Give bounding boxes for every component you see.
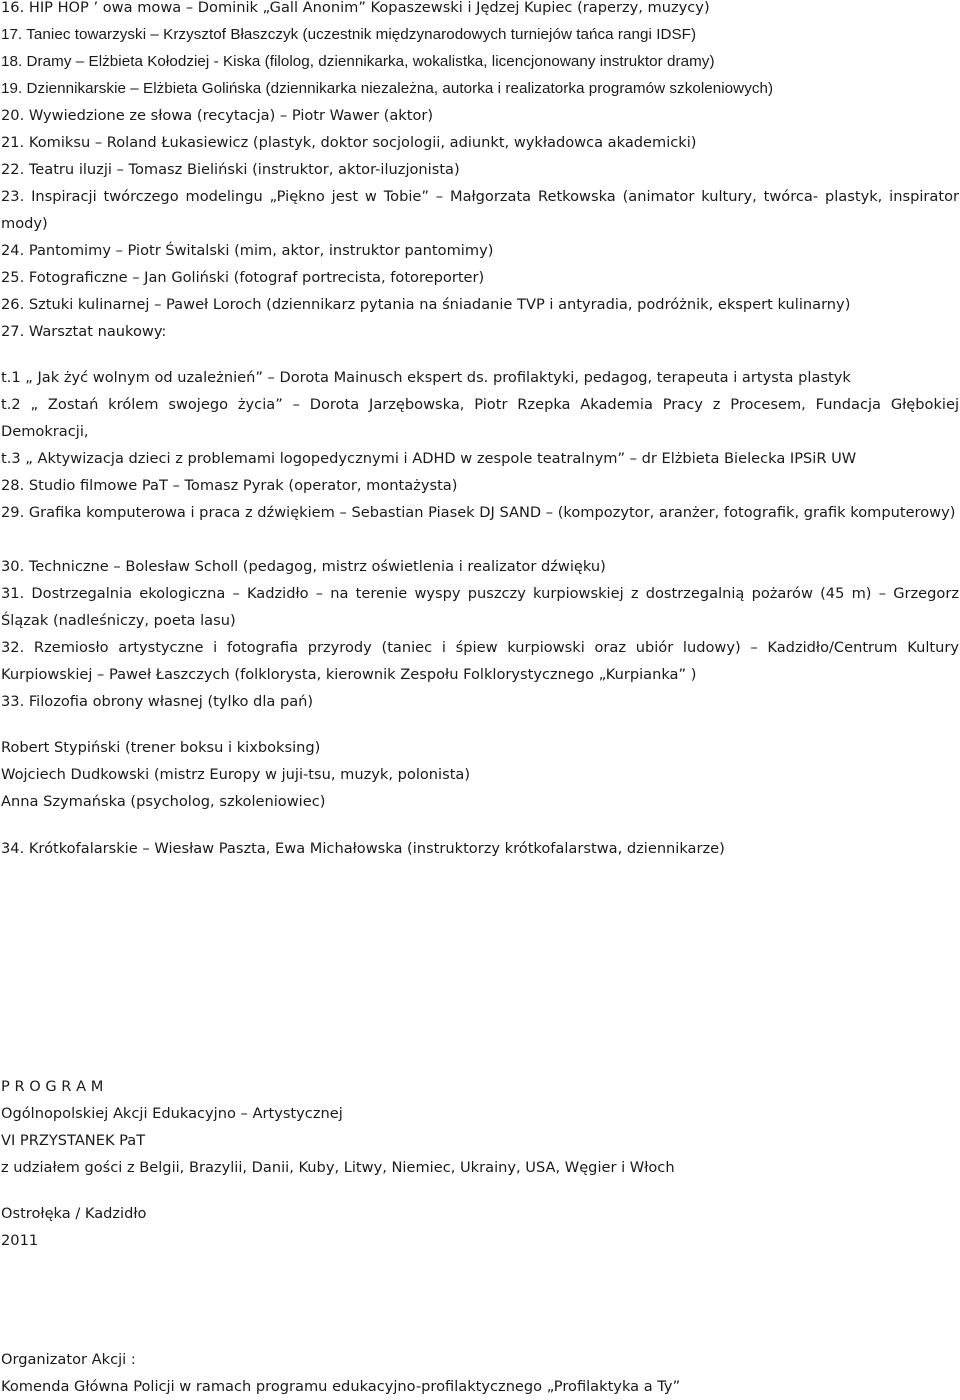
workshop-item: t.3 „ Aktywizacja dzieci z problemami logopedycznymi i ADHD w zespole teatralnym” – dr Elżbieta Bielecka IPSiR UW: [1, 450, 857, 467]
list-item: 28. Studio filmowe PaT – Tomasz Pyrak (operator, montażysta): [1, 477, 458, 494]
list-item: 25. Fotograficzne – Jan Goliński (fotograf portrecista, fotoreporter): [1, 269, 485, 286]
instructor: Robert Stypiński (trener boksu i kixboksing): [1, 739, 321, 756]
list-item: 18. Dramy – Elżbieta Kołodziej - Kiska (filolog, dziennikarka, wokalistka, licencjonowany instruktor dramy): [1, 53, 715, 70]
list-item: 24. Pantomimy – Piotr Świtalski (mim, aktor, instruktor pantomimy): [1, 242, 494, 259]
list-item: 22. Teatru iluzji – Tomasz Bieliński (instruktor, aktor-iluzjonista): [1, 161, 460, 178]
program-place: Ostrołęka / Kadzidło: [1, 1205, 147, 1222]
organizer-value: Komenda Główna Policji w ramach programu edukacyjno-profilaktycznego „Profilaktyka a Ty”: [1, 1378, 681, 1395]
list-item: 16. HIP HOP ’ owa mowa – Dominik „Gall Anonim” Kopaszewski i Jędzej Kupiec (raperzy, muzycy): [1, 0, 710, 16]
list-item: 34. Krótkofalarskie – Wiesław Paszta, Ewa Michałowska (instruktorzy krótkofalarstwa, dziennikarze): [1, 840, 725, 857]
program-heading: P R O G R A M: [1, 1078, 104, 1095]
list-item: 31. Dostrzegalnia ekologiczna – Kadzidło – na terenie wyspy puszczy kurpiowskiej z dostrzegalnią pożarów (45 m) – Grzegorz Ślązak (nadleśniczy, poeta lasu): [1, 585, 959, 629]
instructor: Anna Szymańska (psycholog, szkoleniowiec): [1, 793, 326, 810]
list-item: 32. Rzemiosło artystyczne i fotografia przyrody (taniec i śpiew kurpiowski oraz ubiór ludowy) – Kadzidło/Centrum Kultury Kurpiowskiej – Paweł Łaszczych (folklorysta, kierownik Zespołu Folklorystycznego „Kurpianka” ): [1, 639, 959, 683]
list-item: 27. Warsztat naukowy:: [1, 323, 167, 340]
list-item: 19. Dziennikarskie – Elżbieta Golińska (dziennikarka niezależna, autorka i realizatorka programów szkoleniowych): [1, 80, 774, 97]
program-year: 2011: [1, 1232, 39, 1249]
instructor: Wojciech Dudkowski (mistrz Europy w juji-tsu, muzyk, polonista): [1, 766, 471, 783]
workshop-item: t.2 „ Zostań królem swojego życia” – Dorota Jarzębowska, Piotr Rzepka Akademia Pracy z Procesem, Fundacja Głębokiej Demokracji,: [1, 396, 959, 440]
list-item: 29. Grafika komputerowa i praca z dźwiękiem – Sebastian Piasek DJ SAND – (kompozytor, aranżer, fotografik, grafik komputerowy): [1, 504, 956, 521]
list-item: 26. Sztuki kulinarnej – Paweł Loroch (dziennikarz pytania na śniadanie TVP i antyradia, podróżnik, ekspert kulinarny): [1, 296, 851, 313]
workshop-item: t.1 „ Jak żyć wolnym od uzależnień” – Dorota Mainusch ekspert ds. profilaktyki, pedagog, terapeuta i artysta plastyk: [1, 369, 851, 386]
list-item: 30. Techniczne – Bolesław Scholl (pedagog, mistrz oświetlenia i realizator dźwięku): [1, 558, 606, 575]
list-item: 20. Wywiedzione ze słowa (recytacja) – Piotr Wawer (aktor): [1, 107, 434, 124]
list-item: 23. Inspiracji twórczego modelingu „Piękno jest w Tobie” – Małgorzata Retkowska (animator kultury, twórca- plastyk, inspirator mody): [1, 188, 959, 232]
list-item: 17. Taniec towarzyski – Krzysztof Błaszczyk (uczestnik międzynarodowych turniejów tańca rangi IDSF): [1, 26, 697, 43]
list-item: 21. Komiksu – Roland Łukasiewicz (plastyk, doktor socjologii, adiunkt, wykładowca akademicki): [1, 134, 697, 151]
program-guests: z udziałem gości z Belgii, Brazylii, Danii, Kuby, Litwy, Niemiec, Ukrainy, USA, Węgier i Włoch: [1, 1159, 675, 1176]
list-item: 33. Filozofia obrony własnej (tylko dla pań): [1, 693, 314, 710]
organizer-label: Organizator Akcji :: [1, 1351, 136, 1368]
program-edition: VI PRZYSTANEK PaT: [1, 1132, 146, 1149]
program-subtitle: Ogólnopolskiej Akcji Edukacyjno – Artystycznej: [1, 1105, 343, 1122]
